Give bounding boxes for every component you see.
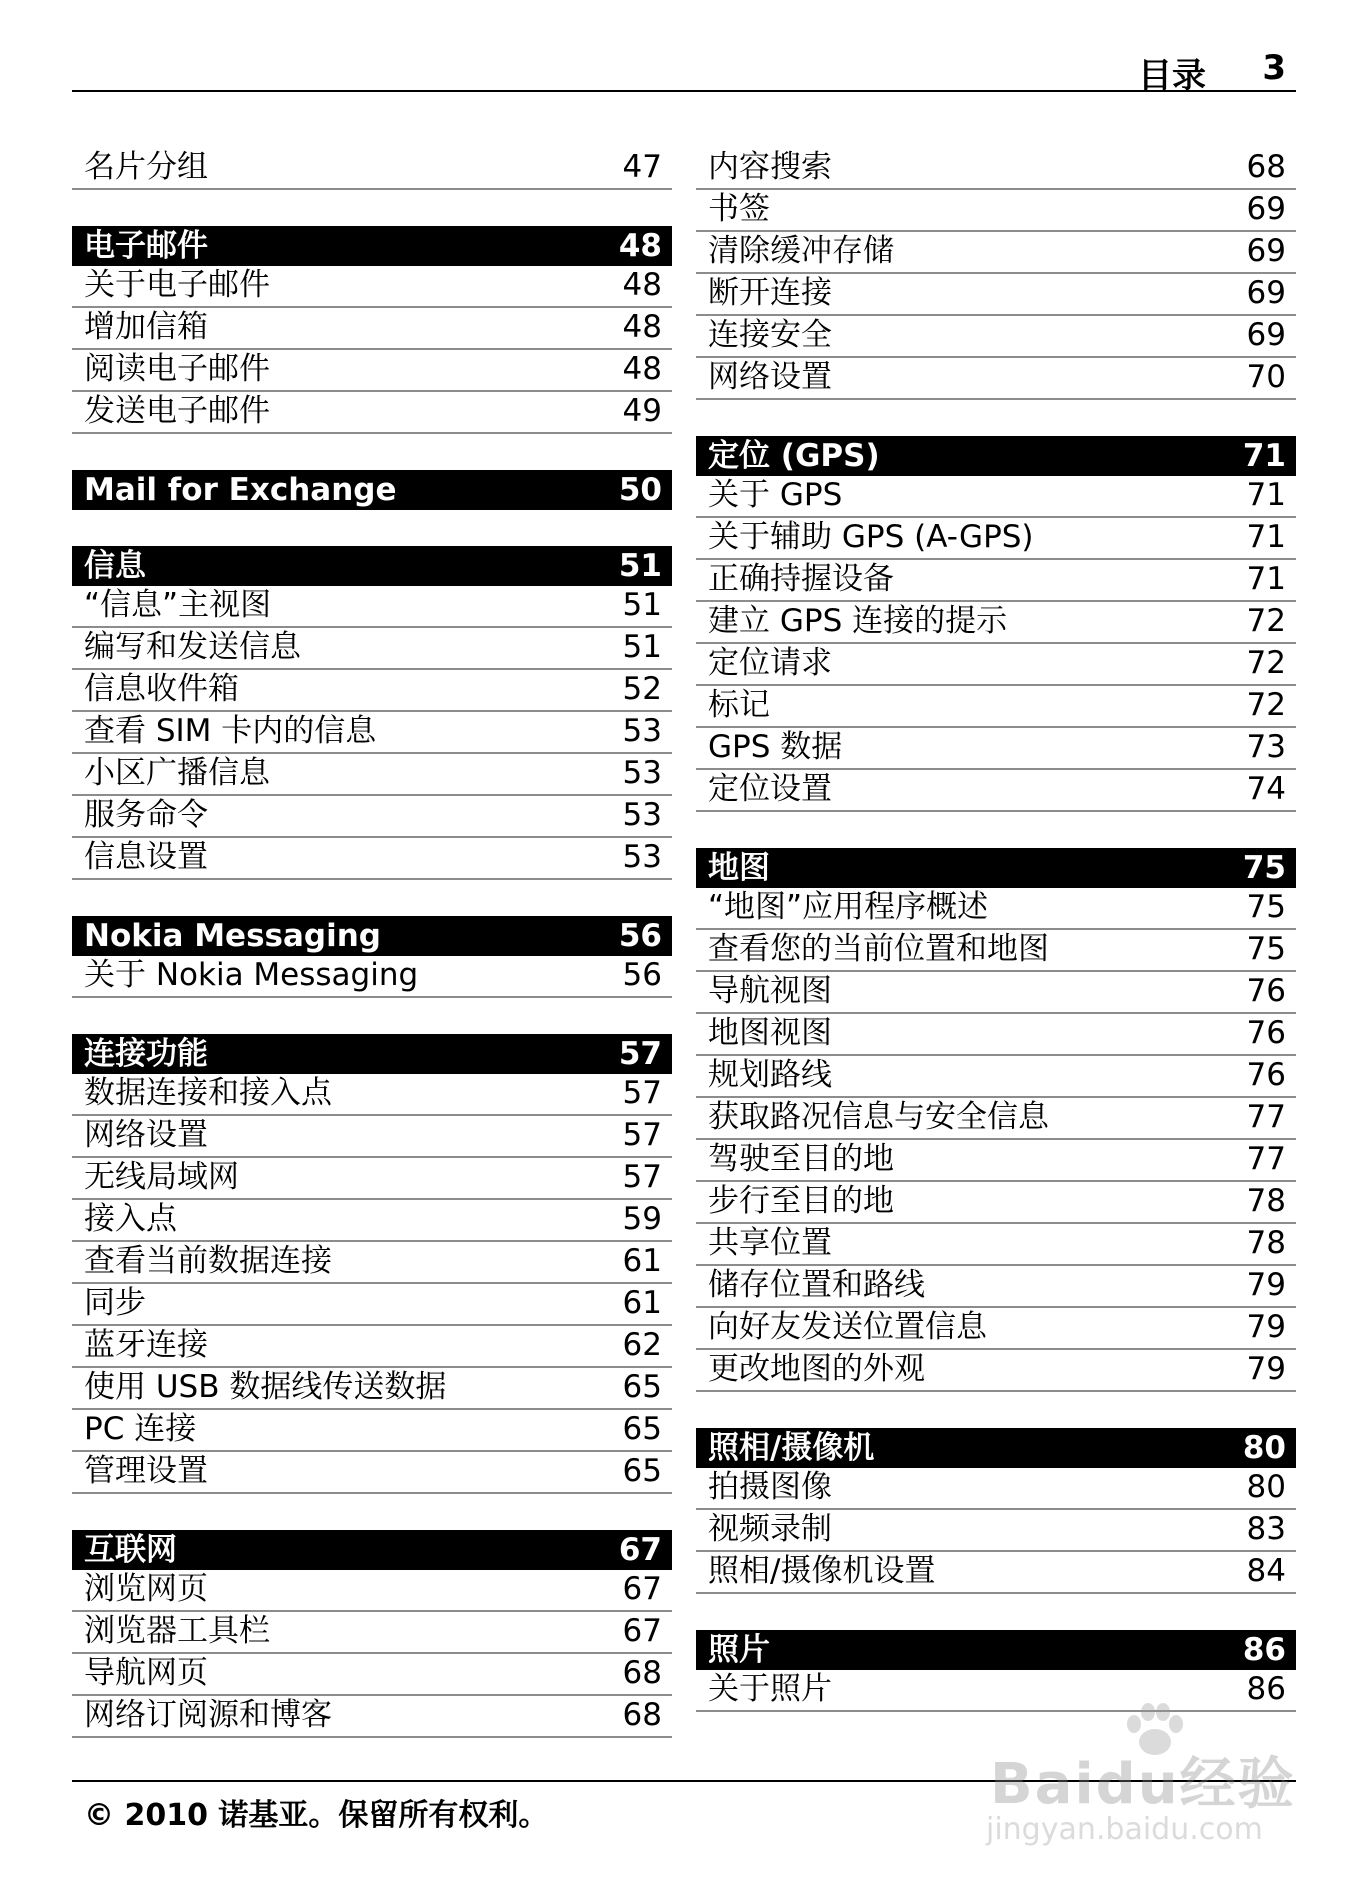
entry-label: 查看 SIM 卡内的信息 bbox=[84, 713, 377, 749]
toc-entry[interactable] bbox=[696, 888, 1296, 930]
entry-label: 共享位置 bbox=[708, 1225, 832, 1261]
entry-page: 78 bbox=[1246, 1225, 1286, 1261]
entry-page: 56 bbox=[622, 957, 662, 993]
entry-page: 47 bbox=[622, 149, 662, 185]
entry-label: 查看当前数据连接 bbox=[84, 1243, 332, 1279]
entry-page: 69 bbox=[1246, 191, 1286, 227]
toc-entry[interactable] bbox=[696, 316, 1296, 358]
entry-label: 驾驶至目的地 bbox=[708, 1141, 894, 1177]
entry-page: 86 bbox=[1246, 1671, 1286, 1707]
entry-page: 75 bbox=[1246, 889, 1286, 925]
toc-section bbox=[72, 226, 672, 434]
entry-label: 正确持握设备 bbox=[708, 561, 894, 597]
section-page: 67 bbox=[618, 1532, 662, 1568]
toc-entry[interactable] bbox=[72, 712, 672, 754]
entry-label: 编写和发送信息 bbox=[84, 629, 301, 665]
toc-entry[interactable] bbox=[72, 956, 672, 998]
toc-entry[interactable] bbox=[696, 1468, 1296, 1510]
section-page: 80 bbox=[1242, 1430, 1286, 1466]
entry-label: 储存位置和路线 bbox=[708, 1267, 925, 1303]
toc-entry[interactable] bbox=[72, 392, 672, 434]
entry-label: 断开连接 bbox=[708, 275, 832, 311]
toc-entry[interactable] bbox=[72, 754, 672, 796]
entry-label: 发送电子邮件 bbox=[84, 393, 270, 429]
entry-page: 51 bbox=[622, 629, 662, 665]
section-title: 连接功能 bbox=[84, 1036, 208, 1072]
toc-entry[interactable] bbox=[696, 1014, 1296, 1056]
entry-label: 地图视图 bbox=[708, 1015, 832, 1051]
entry-page: 62 bbox=[622, 1327, 662, 1363]
toc-entry[interactable] bbox=[696, 190, 1296, 232]
entry-page: 59 bbox=[622, 1201, 662, 1237]
entry-page: 76 bbox=[1246, 973, 1286, 1009]
entry-page: 71 bbox=[1246, 519, 1286, 555]
entry-label: 关于照片 bbox=[708, 1671, 832, 1707]
toc-section-heading[interactable] bbox=[72, 470, 672, 510]
toc-section bbox=[72, 916, 672, 998]
entry-page: 77 bbox=[1246, 1099, 1286, 1135]
entry-page: 72 bbox=[1246, 687, 1286, 723]
entry-label: 关于 GPS bbox=[708, 477, 843, 513]
toc-entry[interactable] bbox=[696, 1182, 1296, 1224]
entry-label: 关于辅助 GPS (A-GPS) bbox=[708, 519, 1034, 555]
page-footer bbox=[72, 1780, 1296, 1834]
entry-label: 导航视图 bbox=[708, 973, 832, 1009]
entry-label: PC 连接 bbox=[84, 1411, 197, 1447]
toc-section bbox=[72, 1530, 672, 1738]
toc-entry[interactable] bbox=[72, 1158, 672, 1200]
toc-entry[interactable] bbox=[696, 930, 1296, 972]
toc-entry[interactable] bbox=[696, 1098, 1296, 1140]
entry-page: 68 bbox=[622, 1697, 662, 1733]
entry-label: 清除缓冲存储 bbox=[708, 233, 894, 269]
entry-label: 网络设置 bbox=[84, 1117, 208, 1153]
entry-page: 76 bbox=[1246, 1015, 1286, 1051]
toc-entry[interactable] bbox=[72, 1570, 672, 1612]
entry-page: 65 bbox=[622, 1411, 662, 1447]
entry-page: 65 bbox=[622, 1453, 662, 1489]
section-page: 86 bbox=[1242, 1632, 1286, 1668]
toc-entry[interactable] bbox=[72, 1696, 672, 1738]
entry-page: 49 bbox=[622, 393, 662, 429]
section-title: 地图 bbox=[708, 850, 770, 886]
entry-label: 小区广播信息 bbox=[84, 755, 270, 791]
toc-section-heading[interactable] bbox=[696, 848, 1296, 888]
entry-label: 无线局域网 bbox=[84, 1159, 239, 1195]
entry-page: 71 bbox=[1246, 561, 1286, 597]
entry-label: 增加信箱 bbox=[84, 309, 208, 345]
entry-label: 定位请求 bbox=[708, 645, 832, 681]
entry-page: 57 bbox=[622, 1075, 662, 1111]
entry-page: 53 bbox=[622, 839, 662, 875]
entry-page: 80 bbox=[1246, 1469, 1286, 1505]
page-number: 3 bbox=[1262, 48, 1286, 88]
entry-page: 84 bbox=[1246, 1553, 1286, 1589]
toc-section-heading[interactable] bbox=[696, 1428, 1296, 1468]
toc-entry[interactable] bbox=[696, 476, 1296, 518]
toc-entry[interactable] bbox=[696, 1670, 1296, 1712]
entry-page: 61 bbox=[622, 1285, 662, 1321]
toc-entry[interactable] bbox=[696, 686, 1296, 728]
entry-label: 管理设置 bbox=[84, 1453, 208, 1489]
toc-right-column bbox=[696, 148, 1296, 1748]
entry-page: 67 bbox=[622, 1571, 662, 1607]
toc-entry[interactable] bbox=[72, 1200, 672, 1242]
entry-page: 76 bbox=[1246, 1057, 1286, 1093]
toc-entry[interactable] bbox=[72, 1612, 672, 1654]
entry-label: 拍摄图像 bbox=[708, 1469, 832, 1505]
entry-label: 关于 Nokia Messaging bbox=[84, 957, 419, 993]
toc-section bbox=[72, 148, 672, 190]
toc-entry[interactable] bbox=[72, 586, 672, 628]
toc-entry[interactable] bbox=[696, 1552, 1296, 1594]
entry-label: 使用 USB 数据线传送数据 bbox=[84, 1369, 447, 1405]
entry-label: 名片分组 bbox=[84, 149, 208, 185]
toc-entry[interactable] bbox=[72, 350, 672, 392]
entry-page: 52 bbox=[622, 671, 662, 707]
entry-page: 65 bbox=[622, 1369, 662, 1405]
toc-entry[interactable] bbox=[696, 644, 1296, 686]
toc-entry[interactable] bbox=[72, 266, 672, 308]
section-page: 48 bbox=[618, 228, 662, 264]
entry-page: 75 bbox=[1246, 931, 1286, 967]
toc-section bbox=[696, 1630, 1296, 1712]
toc-entry[interactable] bbox=[696, 1350, 1296, 1392]
entry-label: 数据连接和接入点 bbox=[84, 1075, 332, 1111]
entry-page: 73 bbox=[1246, 729, 1286, 765]
toc-entry[interactable] bbox=[696, 358, 1296, 400]
toc-left-column bbox=[72, 148, 672, 1774]
toc-entry[interactable] bbox=[72, 1410, 672, 1452]
entry-page: 57 bbox=[622, 1117, 662, 1153]
entry-label: 标记 bbox=[708, 687, 770, 723]
toc-entry[interactable] bbox=[696, 1056, 1296, 1098]
entry-label: 视频录制 bbox=[708, 1511, 832, 1547]
entry-label: “地图”应用程序概述 bbox=[708, 889, 989, 925]
entry-label: 浏览器工具栏 bbox=[84, 1613, 270, 1649]
entry-label: 获取路况信息与安全信息 bbox=[708, 1099, 1049, 1135]
toc-section bbox=[696, 436, 1296, 812]
toc-entry[interactable] bbox=[72, 1452, 672, 1494]
toc-entry[interactable] bbox=[72, 308, 672, 350]
toc-entry[interactable] bbox=[72, 1368, 672, 1410]
entry-label: 连接安全 bbox=[708, 317, 832, 353]
toc-entry[interactable] bbox=[696, 274, 1296, 316]
entry-label: 同步 bbox=[84, 1285, 146, 1321]
entry-label: 关于电子邮件 bbox=[84, 267, 270, 303]
watermark-brand: Baidu经验 bbox=[990, 1752, 1296, 1817]
entry-label: 书签 bbox=[708, 191, 770, 227]
toc-entry[interactable] bbox=[696, 1140, 1296, 1182]
toc-entry[interactable] bbox=[696, 1510, 1296, 1552]
copyright-text: © 2010 诺基亚。保留所有权利。 bbox=[84, 1798, 549, 1833]
entry-label: 蓝牙连接 bbox=[84, 1327, 208, 1363]
entry-label: 服务命令 bbox=[84, 797, 208, 833]
toc-section bbox=[696, 148, 1296, 400]
toc-entry[interactable] bbox=[696, 1266, 1296, 1308]
section-title: 电子邮件 bbox=[84, 228, 208, 264]
entry-label: 信息收件箱 bbox=[84, 671, 239, 707]
section-page: 56 bbox=[618, 918, 662, 954]
entry-page: 68 bbox=[1246, 149, 1286, 185]
section-page: 75 bbox=[1242, 850, 1286, 886]
section-title: 照相/摄像机 bbox=[708, 1430, 875, 1466]
watermark-url: jingyan.baidu.com bbox=[986, 1812, 1263, 1847]
toc-entry[interactable] bbox=[696, 972, 1296, 1014]
toc-entry[interactable] bbox=[72, 1074, 672, 1116]
entry-page: 78 bbox=[1246, 1183, 1286, 1219]
entry-page: 68 bbox=[622, 1655, 662, 1691]
entry-label: 导航网页 bbox=[84, 1655, 208, 1691]
entry-label: “信息”主视图 bbox=[84, 587, 272, 623]
toc-section-heading[interactable] bbox=[72, 546, 672, 586]
page-header bbox=[72, 44, 1296, 96]
toc-entry[interactable] bbox=[72, 148, 672, 190]
toc-section bbox=[72, 470, 672, 510]
toc-entry[interactable] bbox=[696, 770, 1296, 812]
entry-page: 69 bbox=[1246, 275, 1286, 311]
toc-entry[interactable] bbox=[696, 560, 1296, 602]
toc-entry[interactable] bbox=[696, 1308, 1296, 1350]
toc-entry[interactable] bbox=[696, 148, 1296, 190]
entry-page: 79 bbox=[1246, 1267, 1286, 1303]
entry-page: 61 bbox=[622, 1243, 662, 1279]
entry-page: 53 bbox=[622, 713, 662, 749]
entry-label: 信息设置 bbox=[84, 839, 208, 875]
toc-section-heading[interactable] bbox=[72, 1530, 672, 1570]
entry-label: 向好友发送位置信息 bbox=[708, 1309, 987, 1345]
entry-label: 内容搜索 bbox=[708, 149, 832, 185]
entry-page: 77 bbox=[1246, 1141, 1286, 1177]
entry-page: 48 bbox=[622, 351, 662, 387]
entry-label: 查看您的当前位置和地图 bbox=[708, 931, 1049, 967]
page-title: 目录 bbox=[1138, 56, 1206, 96]
entry-page: 70 bbox=[1246, 359, 1286, 395]
toc-section-heading[interactable] bbox=[72, 1034, 672, 1074]
section-page: 50 bbox=[618, 472, 662, 508]
section-title: 信息 bbox=[84, 548, 146, 584]
toc-entry[interactable] bbox=[696, 1224, 1296, 1266]
section-page: 51 bbox=[618, 548, 662, 584]
entry-page: 79 bbox=[1246, 1309, 1286, 1345]
section-title: 照片 bbox=[708, 1632, 770, 1668]
toc-entry[interactable] bbox=[696, 518, 1296, 560]
toc-entry[interactable] bbox=[696, 232, 1296, 274]
toc-section-heading[interactable] bbox=[72, 916, 672, 956]
entry-label: 网络设置 bbox=[708, 359, 832, 395]
entry-label: 网络订阅源和博客 bbox=[84, 1697, 332, 1733]
section-title: Mail for Exchange bbox=[84, 472, 397, 508]
entry-label: 接入点 bbox=[84, 1201, 177, 1237]
toc-entry[interactable] bbox=[72, 796, 672, 838]
entry-page: 57 bbox=[622, 1159, 662, 1195]
entry-page: 72 bbox=[1246, 645, 1286, 681]
toc-section bbox=[72, 546, 672, 880]
toc-entry[interactable] bbox=[72, 838, 672, 880]
entry-label: 阅读电子邮件 bbox=[84, 351, 270, 387]
toc-section bbox=[72, 1034, 672, 1494]
entry-page: 71 bbox=[1246, 477, 1286, 513]
entry-label: 步行至目的地 bbox=[708, 1183, 894, 1219]
section-title: Nokia Messaging bbox=[84, 918, 381, 954]
toc-entry[interactable] bbox=[72, 670, 672, 712]
section-page: 57 bbox=[618, 1036, 662, 1072]
toc-entry[interactable] bbox=[72, 1654, 672, 1696]
entry-label: 照相/摄像机设置 bbox=[708, 1553, 936, 1589]
toc-entry[interactable] bbox=[696, 602, 1296, 644]
toc-entry[interactable] bbox=[72, 1116, 672, 1158]
toc-entry[interactable] bbox=[72, 628, 672, 670]
section-title: 互联网 bbox=[84, 1532, 177, 1568]
entry-label: 规划路线 bbox=[708, 1057, 832, 1093]
entry-page: 53 bbox=[622, 797, 662, 833]
entry-page: 74 bbox=[1246, 771, 1286, 807]
toc-section bbox=[696, 1428, 1296, 1594]
entry-label: GPS 数据 bbox=[708, 729, 843, 765]
toc-section-heading[interactable] bbox=[72, 226, 672, 266]
toc-entry[interactable] bbox=[72, 1242, 672, 1284]
entry-page: 48 bbox=[622, 309, 662, 345]
entry-label: 建立 GPS 连接的提示 bbox=[708, 603, 1008, 639]
entry-page: 48 bbox=[622, 267, 662, 303]
entry-label: 更改地图的外观 bbox=[708, 1351, 925, 1387]
entry-page: 53 bbox=[622, 755, 662, 791]
toc-section-heading[interactable] bbox=[696, 436, 1296, 476]
toc-entry[interactable] bbox=[696, 728, 1296, 770]
toc-entry[interactable] bbox=[72, 1284, 672, 1326]
entry-label: 定位设置 bbox=[708, 771, 832, 807]
entry-page: 51 bbox=[622, 587, 662, 623]
toc-section-heading[interactable] bbox=[696, 1630, 1296, 1670]
toc-entry[interactable] bbox=[72, 1326, 672, 1368]
section-page: 71 bbox=[1242, 438, 1286, 474]
entry-page: 69 bbox=[1246, 233, 1286, 269]
entry-page: 67 bbox=[622, 1613, 662, 1649]
section-title: 定位 (GPS) bbox=[708, 438, 880, 474]
entry-page: 83 bbox=[1246, 1511, 1286, 1547]
entry-label: 浏览网页 bbox=[84, 1571, 208, 1607]
entry-page: 69 bbox=[1246, 317, 1286, 353]
entry-page: 79 bbox=[1246, 1351, 1286, 1387]
entry-page: 72 bbox=[1246, 603, 1286, 639]
toc-section bbox=[696, 848, 1296, 1392]
